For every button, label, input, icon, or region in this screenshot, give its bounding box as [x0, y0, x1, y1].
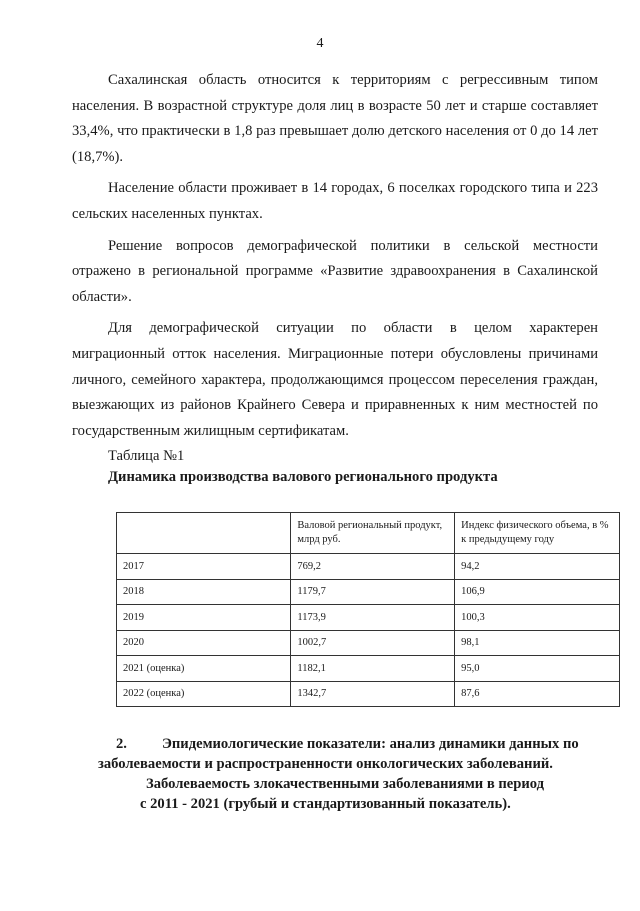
table-row [117, 554, 620, 580]
section-heading-line-3: Заболеваемость злокачественными заболеваниями в период [146, 776, 545, 792]
section-heading [98, 734, 598, 814]
year-cell: 2020 [117, 630, 291, 656]
header-cell-grp: Валовой региональный продукт, млрд руб. [291, 513, 455, 554]
body-text [72, 68, 598, 450]
grp-cell: 1002,7 [291, 630, 455, 656]
section-heading-line-2: заболеваемости и распространенности онкологических заболеваний. [98, 756, 553, 772]
index-cell: 94,2 [455, 554, 620, 580]
table-label: Таблица №1 [108, 448, 185, 464]
grp-cell: 1182,1 [291, 656, 455, 682]
table-row [117, 605, 620, 631]
page-number: 4 [316, 36, 324, 51]
table-row [117, 630, 620, 656]
section-heading-line-4: с 2011 - 2021 (грубый и стандартизованный показатель). [140, 796, 511, 812]
section-title-part-1: Эпидемиологические показатели: анализ динамики данных по [162, 736, 579, 752]
grp-cell: 1173,9 [291, 605, 455, 631]
index-cell: 100,3 [455, 605, 620, 631]
index-cell: 98,1 [455, 630, 620, 656]
grp-cell: 1342,7 [291, 681, 455, 707]
header-cell-index: Индекс физического объема, в % к предыдущему году [455, 513, 620, 554]
year-cell: 2022 (оценка) [117, 681, 291, 707]
table-header-row [117, 513, 620, 554]
table-caption [108, 446, 608, 488]
grp-cell: 1179,7 [291, 579, 455, 605]
header-cell-year [117, 513, 291, 554]
table-row [117, 656, 620, 682]
index-cell: 87,6 [455, 681, 620, 707]
paragraph-settlements: Население области проживает в 14 городах, 6 поселках городского типа и 223 сельских населенных пунктах. [72, 180, 598, 222]
index-cell: 106,9 [455, 579, 620, 605]
paragraph-age-structure: Сахалинская область относится к территориям с регрессивным типом населения. В возрастной структуре доля лиц в возрасте 50 лет и старше составляет 33,4%, что практически в 1,8 раз превышает долю детского населения от 0 до 14 лет (18,7%). [72, 72, 598, 165]
index-cell: 95,0 [455, 656, 620, 682]
paragraph-demographic-policy: Решение вопросов демографической политики в сельской местности отражено в региональной программе «Развитие здравоохранения в Сахалинской области». [72, 237, 598, 305]
year-cell: 2021 (оценка) [117, 656, 291, 682]
section-number: 2. [116, 736, 127, 752]
table-row [117, 681, 620, 707]
section-heading-line-1 [98, 734, 598, 754]
year-cell: 2018 [117, 579, 291, 605]
year-cell: 2017 [117, 554, 291, 580]
gdp-table [116, 512, 620, 707]
paragraph-migration: Для демографической ситуации по области в целом характерен миграционный отток населения. Миграционные потери обусловлены причинами личного, семейного характера, продолжающимся процессом переселения граждан, выезжающих из районов Крайнего Севера и приравненных к ним местностей по государственным жилищным сертификатам. [72, 320, 598, 439]
grp-cell: 769,2 [291, 554, 455, 580]
year-cell: 2019 [117, 605, 291, 631]
table-row [117, 579, 620, 605]
table-title: Динамика производства валового регионального продукта [108, 469, 498, 485]
